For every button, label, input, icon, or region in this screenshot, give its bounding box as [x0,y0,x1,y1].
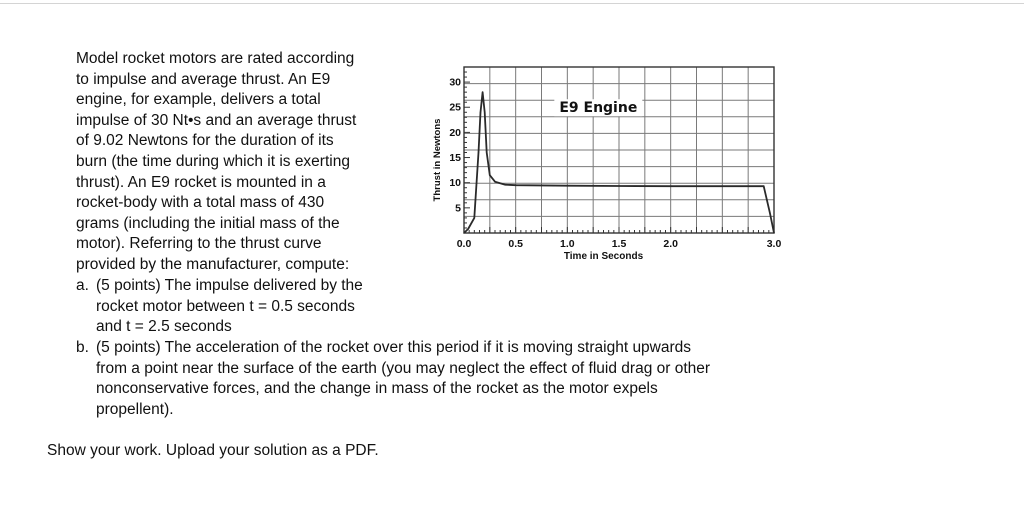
part-b-line: (5 points) The acceleration of the rocket over this period if it is moving straight upwards [96,339,692,356]
part-a-line: (5 points) The impulse delivered by the [96,277,363,294]
part-a-label: a. [76,277,89,294]
y-tick-label: 10 [449,177,461,190]
intro-line: motor). Referring to the thrust curve [76,235,322,253]
series-point [480,112,481,113]
intro-line: provided by the manufacturer, compute: [76,255,350,273]
intro-line: impulse of 30 Nt•s and an average thrust [76,111,357,129]
series-point [618,185,619,186]
series-point [773,232,774,233]
part-b-line: propellent). [96,400,174,418]
y-tick-label: 25 [449,101,461,114]
series-point [769,212,770,213]
x-tick-label: 3.0 [766,238,782,250]
series-point [484,112,485,113]
part-b-text [96,338,710,420]
series-point [763,186,764,187]
part-b-line: nonconservative forces, and the change in mass of the rocket as the motor expels [96,380,658,398]
part-b-label: b. [76,339,89,356]
footer-note: Show your work. Upload your solution as a PDF. [47,442,379,459]
intro-line: thrust). An E9 rocket is mounted in a [76,173,326,191]
series-point [489,175,490,176]
part-a-line: rocket motor between t = 0.5 seconds [96,297,355,315]
series-point [670,186,671,187]
series-point [468,228,469,229]
intro-line: burn (the time during which it is exerting [76,152,350,170]
problem-intro [76,49,356,276]
series-point [722,186,723,187]
series-point [474,217,475,218]
part-a-line: and t = 2.5 seconds [96,318,232,336]
x-axis-label: Time in Seconds [563,251,644,262]
series-point [494,181,495,182]
y-tick-label: 20 [449,126,461,139]
part-b-line: from a point near the surface of the earth (you may neglect the effect of fluid drag or other [96,359,711,377]
intro-line: Model rocket motors are rated according [76,50,355,67]
series-point [478,152,479,153]
x-tick-label: 0.5 [508,238,523,250]
thrust-curve-chart [424,60,794,275]
top-divider [0,3,1024,4]
intro-line: engine, for example, delivers a total [76,91,321,109]
series-point [463,232,464,233]
x-tick-label: 0.0 [456,238,472,250]
series-point [505,184,506,185]
x-tick-label: 1.5 [611,238,627,250]
y-tick-label: 15 [449,152,461,165]
part-a-text [96,276,363,338]
series-point [482,92,483,93]
series-point [515,185,516,186]
y-axis-label: Thrust in Newtons [432,118,443,202]
x-tick-label: 1.0 [560,238,575,250]
series-point [486,152,487,153]
intro-line: rocket-body with a total mass of 430 [76,194,325,212]
x-tick-label: 2.0 [663,238,678,250]
y-tick-label: 5 [455,202,461,215]
chart-title: E9 Engine [559,100,638,117]
y-tick-label: 30 [449,76,461,89]
intro-line: grams (including the initial mass of the [76,214,340,232]
intro-line: to impulse and average thrust. An E9 [76,70,331,88]
chart-grid [464,67,774,233]
intro-line: of 9.02 Newtons for the duration of its [76,132,334,150]
series-point [567,185,568,186]
